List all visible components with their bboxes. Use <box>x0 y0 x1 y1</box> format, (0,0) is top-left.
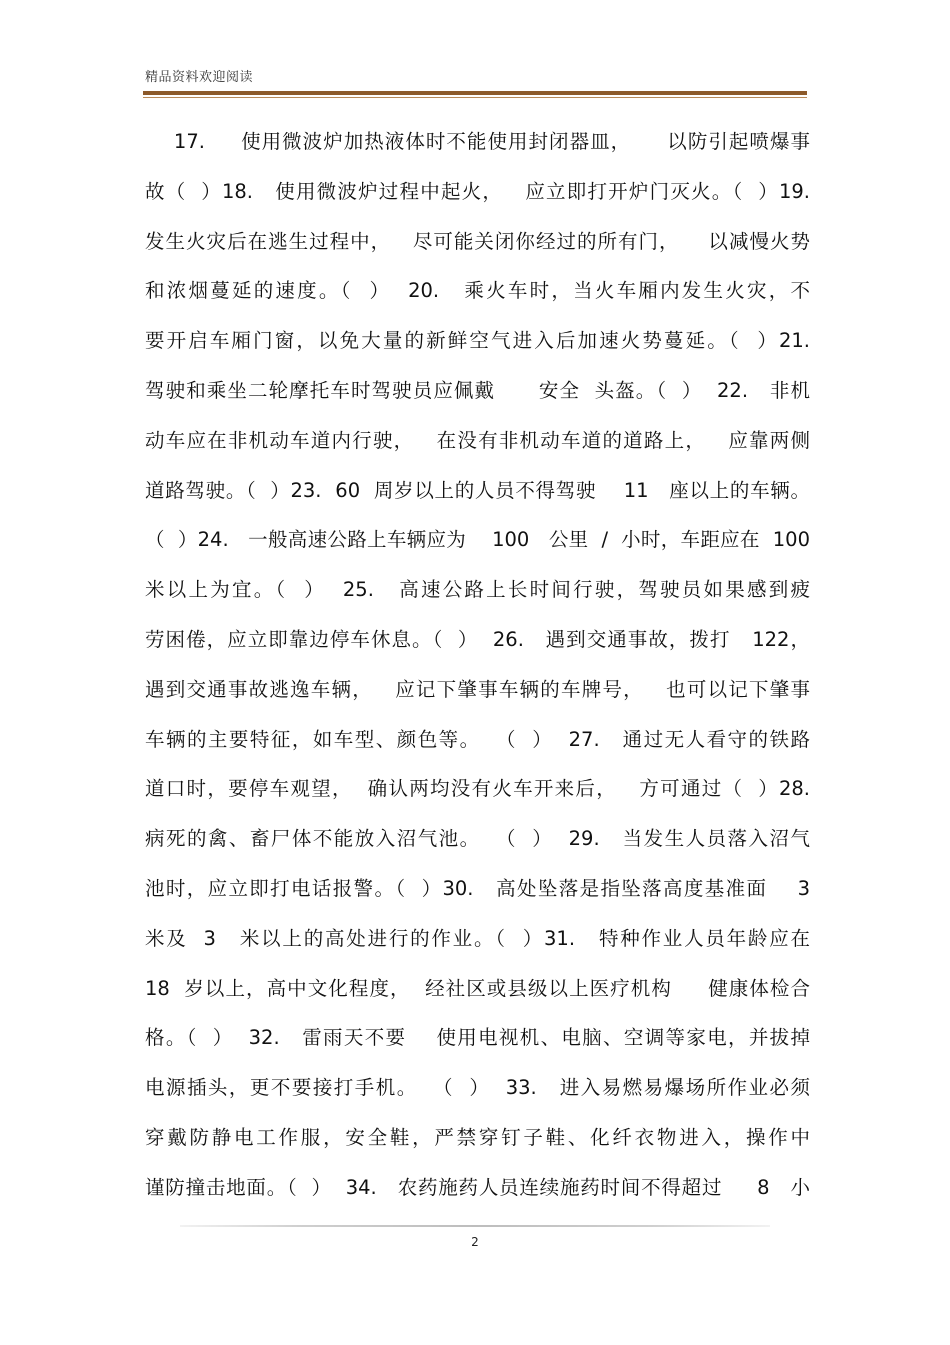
text-line: 18 岁以上，高中文化程度， 经社区或县级以上医疗机构 健康体检合 <box>145 976 810 1000</box>
text-line: 电源插头，更不要接打手机。 （ ） 33. 进入易燃易爆场所作业必须 <box>145 1076 810 1100</box>
page-number: 2 <box>471 1235 479 1249</box>
text-line: 道路驾驶。（ ）23. 60 周岁以上的人员不得驾驶 11 座以上的车辆。 <box>145 478 810 502</box>
text-line: 要开启车厢门窗，以免大量的新鲜空气进入后加速火势蔓延。（ ）21. <box>145 329 810 353</box>
header-caption: 精品资料欢迎阅读 <box>145 70 254 85</box>
text-line: 17. 使用微波炉加热液体时不能使用封闭器皿， 以防引起喷爆事 <box>145 130 810 153</box>
text-line: 遇到交通事故逃逸车辆， 应记下肇事车辆的车牌号， 也可以记下肇事 <box>145 677 810 701</box>
text-line: 米及 3 米以上的高处进行的作业。（ ）31. 特种作业人员年龄应在 <box>145 926 810 950</box>
text-line: 车辆的主要特征，如车型、颜色等。 （ ） 27. 通过无人看守的铁路 <box>145 727 810 751</box>
text-line: 病死的禽、畜尸体不能放入沼气池。 （ ） 29. 当发生人员落入沼气 <box>145 827 810 851</box>
text-line: 发生火灾后在逃生过程中， 尽可能关闭你经过的所有门， 以减慢火势 <box>145 229 810 253</box>
document-body <box>145 117 810 1213</box>
text-line: （ ）24. 一般高速公路上车辆应为 100 公里 / 小时，车距应在 100 <box>145 528 810 552</box>
header-divider-thin <box>143 97 807 98</box>
text-line: 劳困倦，应立即靠边停车休息。（ ） 26. 遇到交通事故，拨打 122， <box>145 627 810 651</box>
text-line: 道口时，要停车观望， 确认两均没有火车开来后， 方可通过（ ）28. <box>145 777 810 801</box>
text-line: 和浓烟蔓延的速度。（ ） 20. 乘火车时，当火车厢内发生火灾，不 <box>145 279 810 303</box>
text-line: 动车应在非机动车道内行驶， 在没有非机动车道的道路上， 应靠两侧 <box>145 428 810 452</box>
text-line: 故（ ）18. 使用微波炉过程中起火， 应立即打开炉门灭火。（ ）19. <box>145 179 810 203</box>
header-divider-thick <box>143 91 807 95</box>
footer-divider <box>180 1225 770 1227</box>
text-line: 谨防撞击地面。（ ） 34. 农药施药人员连续施药时间不得超过 8 小 <box>145 1175 810 1199</box>
text-line: 穿戴防静电工作服，安全鞋，严禁穿钉子鞋、化纤衣物进入，操作中 <box>145 1125 810 1149</box>
text-line: 池时，应立即打电话报警。（ ）30. 高处坠落是指坠落高度基准面 3 <box>145 876 810 900</box>
text-line: 驾驶和乘坐二轮摩托车时驾驶员应佩戴 安全 头盔。（ ） 22. 非机 <box>145 378 810 402</box>
text-line: 米以上为宜。（ ） 25. 高速公路上长时间行驶，驾驶员如果感到疲 <box>145 578 810 602</box>
text-line: 格。（ ） 32. 雷雨天不要 使用电视机、电脑、空调等家电，并拔掉 <box>145 1026 810 1050</box>
